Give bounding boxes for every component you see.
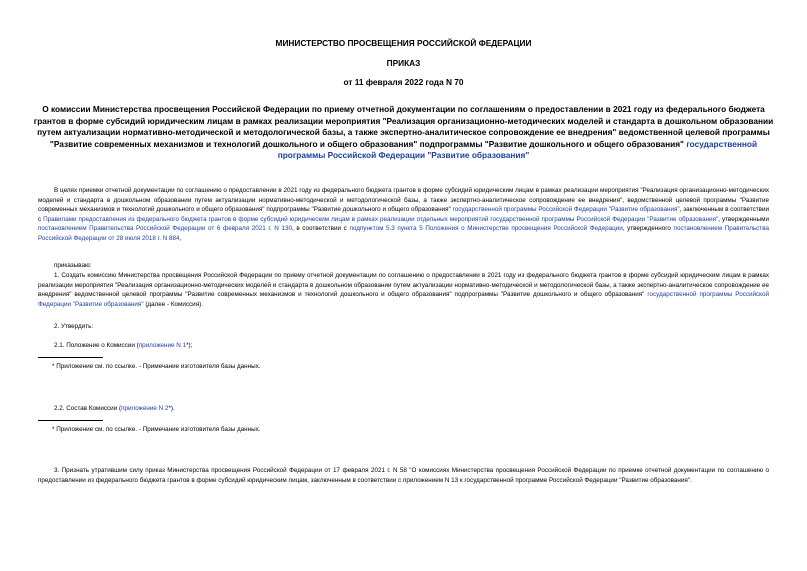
item-2-2-tail: *). bbox=[168, 405, 175, 412]
appendix-2-link[interactable]: приложение N 2 bbox=[121, 405, 169, 412]
item-2-2-paragraph bbox=[38, 404, 769, 414]
footnote-separator bbox=[38, 357, 103, 358]
item-3-paragraph: 3. Признать утратившим силу приказ Министерства просвещения Российской Федерации от 17 февраля 2021 г. N 58 "О комиссиях Министерства просвещения Российской Федерации по приемке отчетной документации по соглашению о предоставлении из федерального бюджета грантов в форме субсидий юридическим лицам, заключенным в соответствии с приложением N 13 к государственной программе Российской Федерации "Развитие образования". bbox=[38, 467, 769, 484]
item-2-1-text: 2.1. Положение о Комиссии ( bbox=[54, 342, 139, 349]
title-tail: "Развитие образования" bbox=[427, 150, 530, 161]
title-state-program-link[interactable]: государственной программы Российской Федерации bbox=[277, 138, 758, 161]
resolution-130-link[interactable]: постановлением Правительства Российской Федерации от 6 февраля 2021 г. N 130 bbox=[38, 225, 292, 233]
ministry-name: МИНИСТЕРСТВО ПРОСВЕЩЕНИЯ РОССИЙСКОЙ ФЕДЕРАЦИИ bbox=[275, 38, 532, 48]
order-word: приказываю: bbox=[54, 262, 92, 269]
document-date: от 11 февраля 2022 года N 70 bbox=[343, 77, 464, 87]
item-2-1-paragraph bbox=[38, 341, 769, 351]
preamble-text-3: , утвержденными bbox=[718, 215, 770, 223]
preamble-text-2: , заключенным в соответствии с bbox=[38, 206, 770, 223]
item-1-state-program-link[interactable]: государственной программы Российской Федерации "Развитие образования" bbox=[38, 291, 770, 308]
footnote-1: * Приложение см. по ссылке. - Примечание изготовителя базы данных. bbox=[52, 363, 261, 370]
item-2-2-text: 2.2. Состав Комиссии ( bbox=[54, 405, 122, 412]
item-1-text: 1. Создать комиссию Министерства просвещения Российской Федерации по приему отчетной документации по соглашению о предоставлении в 2021 году из федерального бюджета грантов в форме субсидий юридическим лицам в рамках реализации мероприятия "Реализация организационно-методических моделей и стандарта в дошкольном образовании путем актуализации нормативно-методической и методологической базы, а также экспертно-аналитическое сопровождение ее внедрения" ведомственной целевой программы "Развитие современных механизмов и технологий дошкольного и общего образования" подпрограммы "Развитие дошкольного и общего образования" bbox=[38, 272, 769, 299]
footnote-2: * Приложение см. по ссылке. - Примечание изготовителя базы данных. bbox=[52, 426, 261, 433]
item-1-tail: (далее - Комиссия). bbox=[145, 300, 203, 308]
grant-rules-link[interactable]: Правилами предоставления из федерального бюджета грантов в форме субсидий юридическим лицам в рамках реализации отдельных мероприятий государственной программы Российской Федерации "Развитие образования" bbox=[43, 215, 719, 223]
document-type: ПРИКАЗ bbox=[386, 58, 421, 68]
state-program-link[interactable]: государственной программы Российской Федерации "Развитие образования" bbox=[452, 206, 680, 214]
resolution-884-link[interactable]: постановлением Правительства Российской Федерации от 28 июля 2018 г. N 884 bbox=[38, 225, 769, 242]
document-title bbox=[28, 104, 779, 162]
item-1-paragraph bbox=[38, 271, 769, 309]
ministry-regulation-link[interactable]: подпунктом 5.3 пункта 5 Положения о Министерстве просвещения Российской Федерации bbox=[349, 225, 623, 233]
appendix-1-link[interactable]: приложение N 1 bbox=[138, 342, 187, 349]
preamble-text-5: , утвержденного bbox=[622, 225, 671, 233]
footnote-separator bbox=[38, 420, 103, 421]
title-main-text: О комиссии Министерства просвещения Российской Федерации по приему отчетной документации по соглашениям о предоставлении в 2021 году из федерального бюджета грантов в форме субсидий юридическим лицам в рамках реализации мероприятия "Реализация организационно-методических моделей и стандарта в дошкольном образовании путем актуализации нормативно-методической и методологической базы, а также экспертно-аналитическое сопровождение ее внедрения" ведомственной целевой программы "Развитие современных механизмов и технологий дошкольного и общего образования" подпрограммы "Развитие дошкольного и общего образования" bbox=[33, 104, 774, 149]
preamble-text-6: , bbox=[179, 234, 182, 242]
item-2-1-tail: *); bbox=[186, 342, 193, 349]
item-2: 2. Утвердить: bbox=[54, 323, 94, 330]
preamble-text-1: В целях приемки отчетной документации по соглашению о предоставлении в 2021 году из федерального бюджета грантов в форме субсидий юридическим лицам в рамках реализации мероприятия "Реализация организационно-методических моделей и стандарта в дошкольном образовании путем актуализации нормативно-методической и методологической базы, а также экспертно-аналитическое сопровождение ее внедрения", ведомственной целевой программы "Развитие современных механизмов и технологий дошкольного и общего образования" подпрограммы "Развитие дошкольного и общего образования" bbox=[38, 187, 769, 214]
preamble-text-4: , в соответствии с bbox=[291, 225, 347, 233]
preamble-paragraph bbox=[38, 186, 769, 244]
